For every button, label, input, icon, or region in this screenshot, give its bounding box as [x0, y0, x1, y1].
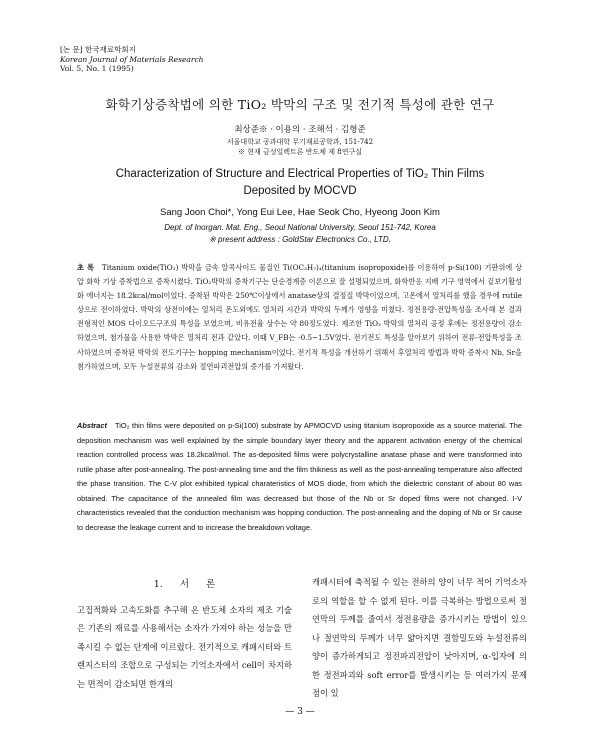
page-number: — 3 —	[285, 707, 315, 717]
journal-volume: Vol. 5, No. 1 (1995)	[60, 64, 134, 73]
affiliation-ko-line1: 서울대학교 공과대학 무기재료공학과, 151-742	[226, 138, 374, 146]
body-column-right	[312, 573, 527, 703]
body-text-left: 고집적화와 고속도화를 추구해 온 반도체 소자의 제조 기술은 기존의 재료를 사용해서는 소자가 가져야 하는 성능을 만족시킬 수 없는 단계에 이르렀다. 전기적으로 캐패시터와 트랜지스터의 조합으로 구성되는 기억소자에서 cell이 차지하는 면적이 감소되면 한개의	[77, 604, 292, 689]
affiliation-ko	[0, 137, 600, 157]
abstract-ko	[77, 261, 522, 374]
journal-header	[60, 45, 203, 74]
abstract-ko-label: 초 록	[77, 263, 94, 272]
paper-title-ko: 화학기상증착법에 의한 TiO₂ 박막의 구조 및 전기적 특성에 관한 연구	[105, 97, 495, 112]
authors-en: Sang Joon Choi*, Yong Eui Lee, Hae Seok Cho, Hyeong Joon Kim	[160, 207, 440, 218]
paper-title-en: Characterization of Structure and Electrical Properties of TiO₂ Thin Films Deposited by MOCVD	[115, 168, 485, 197]
journal-name-ko: [논 문] 한국재료학회지	[60, 45, 136, 54]
abstract-en-label: Abstract	[77, 421, 107, 430]
abstract-en-text: TiO₂ thin films were deposited on p-Si(100) substrate by APMOCVD using titanium isopropoxide as a source material. The deposition mechanism was well explained by the simple boundary layer theory and the apparent activation energy of the chemical reaction controlled process was 18.2kcal/mol. The as-deposited films were polycrystalline anatase phase and were transformed into rutile phase after post-annealing. The post-annealing time and the film thikness as well as the post-annealing temperature also affected the phase transition. The C-V plot exhibited typical charateristics of MOS diode, from which the dielectric constant of about 80 was obtained. The capacitance of the annealed film was decreased but those of the Nb or Sr doped films were not changed. I-V characteristics revealed that the conduction mechanism was hopping conduction. The post-annealing and the doping of Nb or Sr cause to decrease the leakage current and to increase the breakdown voltage.	[77, 421, 522, 532]
authors-ko: 최상준※ · 이용의 · 조해석 · 김형준	[234, 125, 366, 135]
body-text-right: 캐패시터에 축적될 수 있는 전하의 양이 너무 적어 기억소자로의 역할을 할 수 없게 된다. 이를 극복하는 방법으로써 절연막의 두께를 줄여서 정전용량을 증가시키는 방법이 있으나 절연막의 두께가 너무 얇아지면 결함밀도와 누설전류의 양이 증가하게되고 정전파괴전압이 낮아지며, α-입자에 의한 정전파괴와 soft error를 발생시키는 등 여러가지 문제점이 있	[312, 577, 527, 698]
abstract-en	[77, 419, 522, 535]
affiliation-en-line2: ※ present address : GoldStar Electronics Co., LTD.	[209, 235, 391, 244]
journal-name-en: Korean Journal of Materials Research	[60, 54, 204, 64]
section-heading: 1. 서 론	[153, 579, 216, 590]
body-column-left	[77, 576, 292, 693]
affiliation-ko-line2: ※ 현재 금성일렉트론 반도체 제 8연구실	[237, 148, 362, 156]
affiliation-en	[0, 222, 600, 246]
affiliation-en-line1: Dept. of Inorgan. Mat. Eng., Seoul National University, Seoul 151-742, Korea	[164, 223, 436, 232]
abstract-ko-text: Titanium oxide(TiO₂) 박막을 금속 알콕사이드 물질인 Ti(OC₃H₇)₄(titanium isopropoxide)를 이용하여 p-Si(100) 기판위에 상압 화학 기상 증착법으로 증착시켰다. TiO₂박막의 증착기구는 단순경계층 이론으로 잘 설명되었으며, 화학반응 지배 기구 영역에서 겉보기활성화 에너지는 18.2kcal/mol이었다. 증착된 박막은 250℃이상에서 anatase상의 결정질 박막이었으며, 고온에서 열처리를 했을 경우에 rutile상으로 전이하였다. 박막의 상전이에는 열처리 온도외에도 열처리 시간과 박막의 두께가 영향을 미쳤다. 정전용량-전압특성을 조사해 본 결과 전형적인 MOS 다이오드구조의 특성을 보였으며, 비유전율 상수는 약 80정도였다. 제조한 TiO₂ 박막의 열처리 공정 후에는 정전용량이 감소하였으며, 첨가물을 사용한 박막은 열처리 전과 같았다. 이때 V_FB는 -0.5~1.5V였다. 전기전도 특성을 알아보기 위하여 전류-전압특성을 조사하였으며 증착된 박막의 전도기구는 hopping mechanism이었다. 전기적 특성을 개선하기 위해서 후열처리 방법과 박막 증착시 Nb, Sr을 첨가하였으며, 모두 누설전류의 감소와 절연파괴전압의 증가를 가져왔다.	[77, 263, 522, 371]
